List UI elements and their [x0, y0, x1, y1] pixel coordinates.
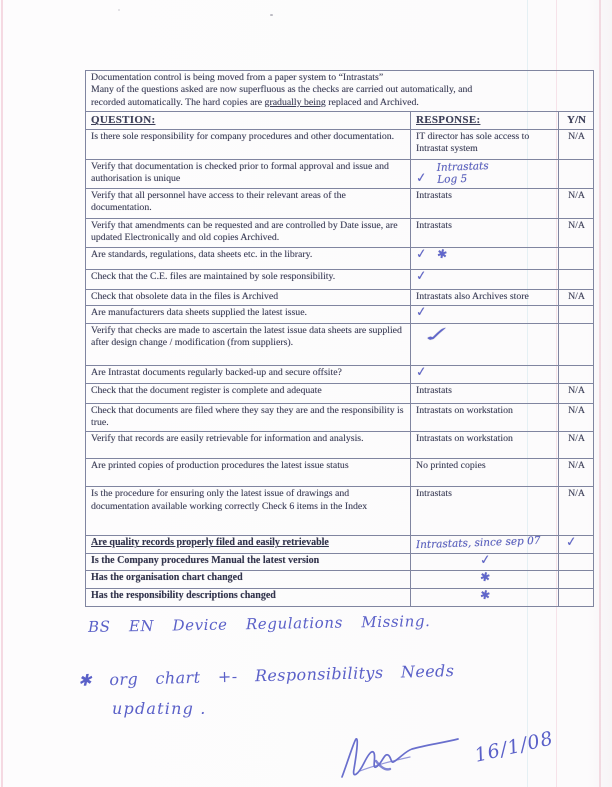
- response-cell: [411, 247, 559, 269]
- question-text: Check that the C.E. files are maintained by sole responsibility.: [91, 270, 336, 282]
- audit-row: [86, 247, 594, 269]
- yn-value: N/A: [568, 130, 585, 142]
- audit-row: [86, 269, 594, 289]
- question-cell: [86, 219, 411, 248]
- audit-row: [86, 571, 594, 589]
- audit-row: [86, 289, 594, 305]
- yn-cell: [559, 159, 594, 188]
- question-text: Has the responsibility descriptions changed: [91, 590, 276, 602]
- question-text: Verify that documentation is checked prior to formal approval and issue and authorisation is unique: [91, 160, 389, 185]
- audit-row: [86, 432, 594, 459]
- yn-cell: [559, 553, 594, 570]
- checkmark-icon: ✓: [415, 246, 428, 263]
- question-cell: [86, 432, 411, 459]
- handwritten-response: Intrastats Log 5: [436, 159, 489, 186]
- question-cell: [86, 589, 411, 606]
- checkmark-icon: ✓: [419, 322, 456, 347]
- question-cell: [86, 189, 411, 219]
- audit-table: [85, 70, 594, 607]
- printed-response: Intrastats: [416, 488, 452, 500]
- response-cell: [411, 159, 559, 188]
- yn-cell: [559, 536, 594, 553]
- response-cell: [411, 129, 559, 159]
- intro-row: [86, 71, 594, 112]
- yn-value: N/A: [568, 220, 585, 232]
- checkmark-icon: ✓: [478, 552, 492, 569]
- checkmark-icon: ✓: [415, 268, 428, 285]
- handwritten-note-regulations: BS EN Device Regulations Missing.: [87, 612, 431, 636]
- response-cell: [411, 365, 559, 383]
- audit-row: [86, 189, 594, 219]
- audit-row: [86, 536, 594, 553]
- response-cell: [411, 589, 559, 606]
- column-header-yn: Y/N: [559, 112, 594, 129]
- audit-row: [86, 553, 594, 570]
- question-text: Is the Company procedures Manual the latest version: [91, 554, 320, 566]
- yn-cell: [559, 129, 594, 159]
- question-text: Is the procedure for ensuring only the latest issue of drawings and documentation available working correctly Check 6 items in the Index: [91, 488, 368, 512]
- response-cell: [411, 289, 559, 305]
- question-text: Are standards, regulations, data sheets etc. in the library.: [91, 248, 313, 260]
- yn-cell: [559, 365, 594, 383]
- audit-row: [86, 306, 594, 323]
- yn-cell: [559, 306, 594, 323]
- question-cell: [86, 129, 411, 159]
- scanner-streak: [599, 0, 601, 787]
- yn-value: N/A: [568, 290, 585, 302]
- response-cell: [411, 536, 559, 553]
- audit-row: [86, 403, 594, 432]
- response-cell: [411, 323, 559, 365]
- yn-cell: [559, 487, 594, 536]
- audit-row: [86, 589, 594, 606]
- response-cell: [411, 219, 559, 248]
- question-text: Are Intrastat documents regularly backed-up and secure offsite?: [91, 366, 342, 378]
- yn-cell: [559, 219, 594, 248]
- yn-cell: [559, 269, 594, 289]
- response-cell: [411, 432, 559, 459]
- table-header-row: [86, 112, 594, 129]
- response-cell: [411, 571, 559, 589]
- question-text: Verify that records are easily retrievable for information and analysis.: [91, 433, 364, 445]
- response-cell: [411, 306, 559, 323]
- question-cell: [86, 536, 411, 553]
- question-cell: [86, 571, 411, 589]
- audit-row: [86, 159, 594, 188]
- yn-cell: [559, 289, 594, 305]
- handwritten-note-org-chart-cont: updating .: [112, 699, 207, 718]
- question-text: Verify that all personnel have access to their relevant areas of the documentation.: [91, 190, 346, 214]
- asterisk-mark-icon: ✱: [478, 569, 492, 586]
- yn-value: N/A: [568, 433, 585, 445]
- yn-cell: [559, 247, 594, 269]
- printed-response: Intrastats also Archives store: [416, 290, 529, 302]
- handwritten-note-org-chart: ✱ org chart +- Responsibilitys Needs: [77, 661, 455, 690]
- response-cell: [411, 459, 559, 487]
- intro-line-3: recorded automatically. The hard copies are gradually being replaced and Archived.: [91, 96, 419, 108]
- asterisk-mark-icon: ✱: [478, 587, 492, 604]
- printed-response: Intrastats on workstation: [416, 404, 513, 416]
- audit-row: [86, 323, 594, 365]
- checkmark-icon: ✓: [565, 534, 578, 551]
- question-text: Are quality records properly filed and easily retrievable: [91, 537, 329, 549]
- response-cell: [411, 553, 559, 570]
- question-cell: [86, 403, 411, 432]
- intro-line-1: Documentation control is being moved from a paper system to “Intrastats”: [91, 72, 384, 83]
- question-text: Are manufacturers data sheets supplied the latest issue.: [91, 307, 308, 319]
- yn-value: N/A: [568, 404, 585, 416]
- checkmark-icon: ✓: [415, 170, 428, 187]
- audit-row: [86, 219, 594, 248]
- audit-row: [86, 487, 594, 536]
- yn-cell: [559, 571, 594, 589]
- audit-row: [86, 129, 594, 159]
- audit-row: [86, 365, 594, 383]
- printed-response: IT director has sole access to Intrastat system: [416, 130, 530, 155]
- yn-cell: [559, 432, 594, 459]
- yn-value: N/A: [568, 488, 585, 500]
- question-cell: [86, 323, 411, 365]
- question-text: Verify that amendments can be requested and are controlled by Date issue, are updated Electronically and old copies Archived.: [91, 220, 398, 244]
- yn-cell: [559, 589, 594, 606]
- intro-line-2: Many of the questions asked are now superfluous as the checks are carried out automatically, and: [91, 84, 473, 96]
- signature-scrawl: [332, 731, 482, 787]
- checkmark-icon: ✓: [415, 304, 428, 321]
- yn-cell: [559, 459, 594, 487]
- scanner-streak: [1, 0, 3, 787]
- yn-cell: [559, 323, 594, 365]
- question-cell: [86, 553, 411, 570]
- response-cell: [411, 403, 559, 432]
- asterisk-mark-icon: ✱: [435, 246, 449, 262]
- printed-response: Intrastats on workstation: [416, 433, 513, 445]
- question-text: Verify that checks are made to ascertain the latest issue data sheets are supplied after design change / modification (from suppliers).: [91, 324, 402, 349]
- question-cell: [86, 487, 411, 536]
- response-cell: [411, 487, 559, 536]
- question-text: Check that obsolete data in the files is Archived: [91, 290, 279, 302]
- yn-cell: [559, 189, 594, 219]
- response-cell: [411, 189, 559, 219]
- audit-row: [86, 383, 594, 403]
- response-cell: [411, 383, 559, 403]
- question-cell: [86, 459, 411, 487]
- column-header-response: RESPONSE:: [411, 112, 559, 129]
- question-cell: [86, 365, 411, 383]
- question-cell: [86, 289, 411, 305]
- printed-response: No printed copies: [416, 460, 486, 472]
- question-text: Are printed copies of production procedures the latest issue status: [91, 460, 349, 472]
- question-text: Check that the document register is complete and adequate: [91, 384, 322, 396]
- handwritten-response: Intrastats, since sep 07: [415, 535, 541, 552]
- yn-cell: [559, 403, 594, 432]
- yn-value: N/A: [568, 190, 585, 202]
- audit-row: [86, 459, 594, 487]
- question-cell: [86, 383, 411, 403]
- scan-speck: [270, 14, 273, 16]
- yn-cell: [559, 383, 594, 403]
- question-cell: [86, 247, 411, 269]
- question-cell: [86, 269, 411, 289]
- question-text: Has the organisation chart changed: [91, 572, 243, 584]
- signature-date: 16/1/08: [472, 727, 556, 767]
- response-cell: [411, 269, 559, 289]
- yn-value: N/A: [568, 384, 585, 396]
- printed-response: Intrastats: [416, 384, 452, 396]
- question-cell: [86, 306, 411, 323]
- checkmark-icon: ✓: [415, 364, 428, 381]
- column-header-question: QUESTION:: [86, 112, 411, 129]
- yn-value: N/A: [568, 460, 585, 472]
- scan-speck: [118, 9, 120, 11]
- printed-response: Intrastats: [416, 220, 452, 232]
- question-text: Is there sole responsibility for company procedures and other documentation.: [91, 130, 395, 142]
- question-cell: [86, 159, 411, 188]
- printed-response: Intrastats: [416, 190, 452, 202]
- intro-paragraph: [86, 71, 594, 112]
- question-text: Check that documents are filed where they say they are and the responsibility is true.: [91, 404, 404, 429]
